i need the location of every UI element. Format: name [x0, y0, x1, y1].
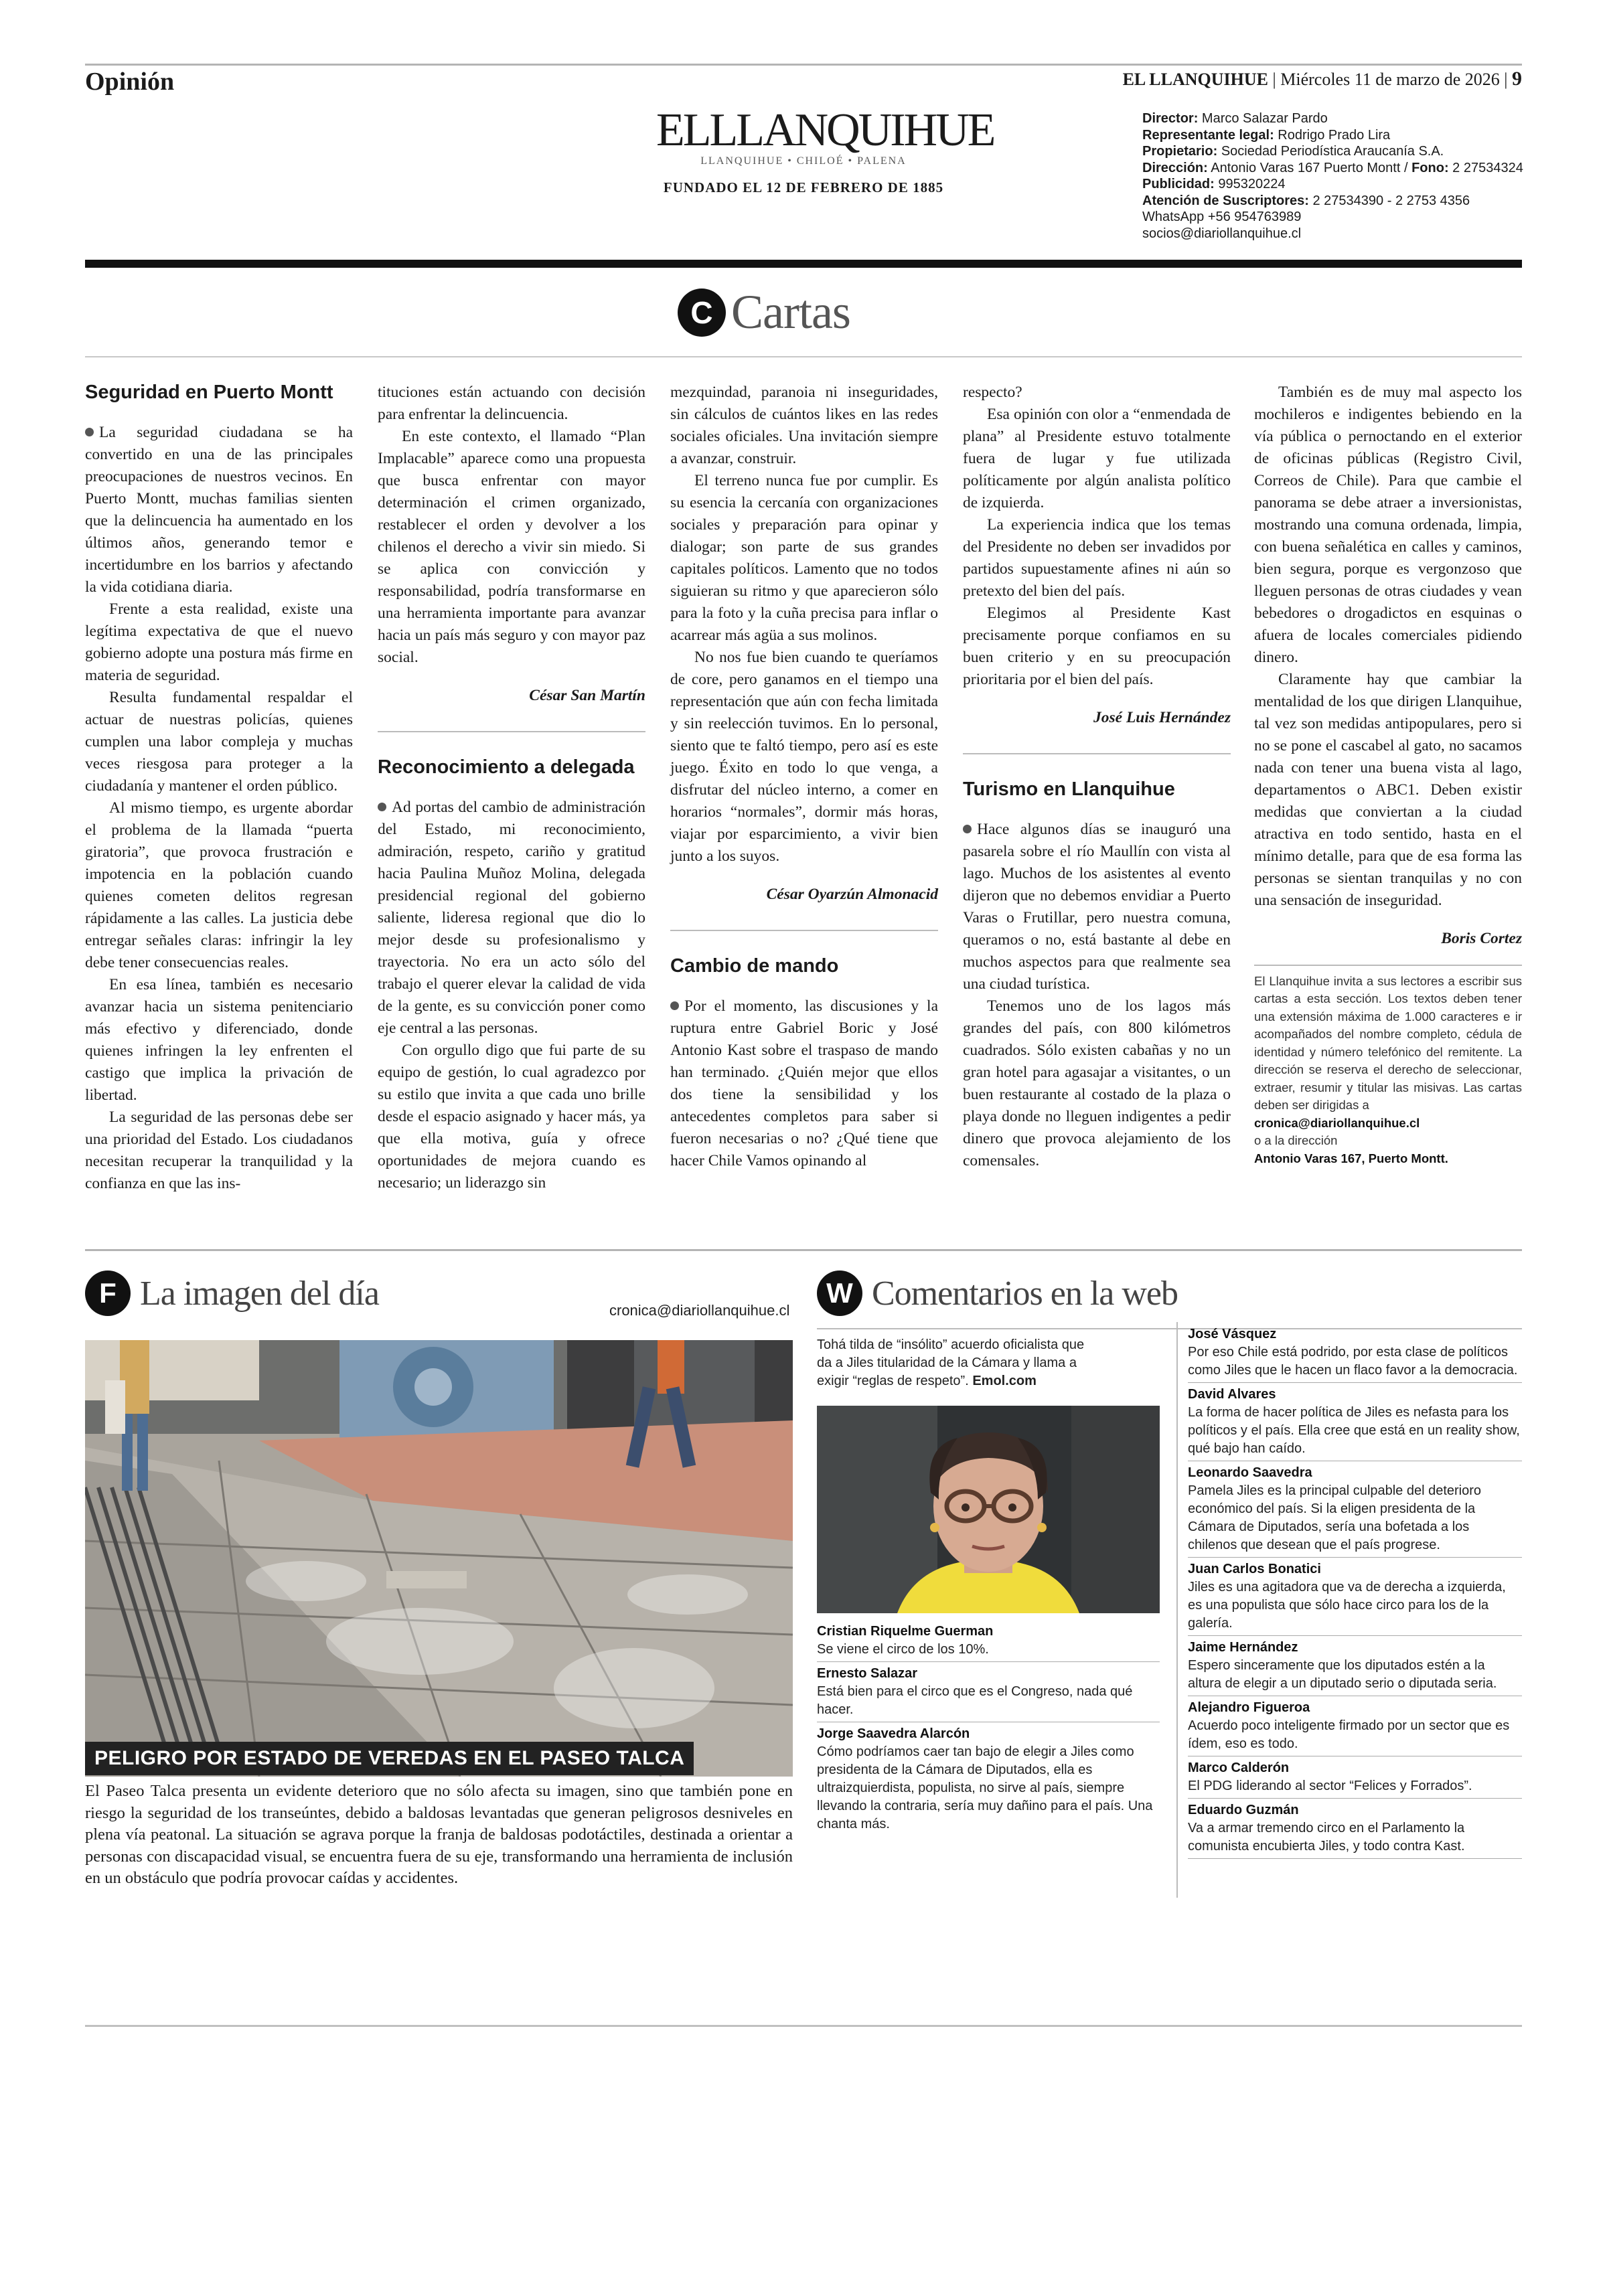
- bullet-icon: [378, 803, 386, 811]
- bullet-icon: [85, 428, 94, 436]
- web-icon: W: [817, 1270, 862, 1316]
- letter-separator: [670, 930, 938, 931]
- masthead-subtitle: LLANQUIHUE • CHILOÉ • PALENA: [700, 155, 907, 167]
- portrait-photo: [817, 1406, 1160, 1613]
- letter-separator: [963, 753, 1231, 754]
- web-source[interactable]: Emol.com: [972, 1374, 1037, 1388]
- letter-heading: Cambio de mando: [670, 955, 839, 977]
- comment: Jorge Saavedra Alarcón Cómo podríamos caer tan bajo de elegir a Jiles como presidenta de la Cámara de Diputados, ella es ultraizquierdista, populista, no sirve al país, siempre llevando la contraria, sería muy dañino para el país. Una chanta más.: [817, 1726, 1153, 1831]
- comment: Juan Carlos Bonatici Jiles es una agitadora que va de derecha a izquierda, es una populista que sólo hace circo para los de la galería.: [1188, 1560, 1522, 1636]
- page-number: 9: [1512, 68, 1522, 90]
- section-title: Opinión: [85, 68, 175, 96]
- submission-email[interactable]: cronica@diariollanquihue.cl: [1254, 1115, 1420, 1130]
- web-header: [817, 1270, 1178, 1316]
- bullet-icon: [963, 825, 972, 833]
- section-rule: [85, 1249, 1522, 1251]
- cartas-header: [678, 284, 850, 340]
- letter-signature: César Oyarzún Almonacid: [766, 886, 938, 903]
- masthead-logo: ELLLANQUIHUE: [656, 104, 994, 156]
- imagen-title: La imagen del día: [140, 1274, 379, 1313]
- comment: Leonardo Saavedra Pamela Jiles es la principal culpable del deterioro económico del país. Si la eligen presidenta de la Cámara de Diputados, sería una bofetada a los chilenos que desean que el país progrese.: [1188, 1464, 1522, 1558]
- cartas-title: Cartas: [731, 285, 850, 339]
- header-date: Miércoles 11 de marzo de 2026: [1280, 70, 1500, 89]
- imagen-header: [85, 1270, 379, 1316]
- top-rule: [85, 64, 1522, 66]
- letter-separator: [1254, 965, 1522, 966]
- letter-column-4: respecto? Esa opinión con olor a “enmendada de plana” al Presidente estuvo totalmente fuera de lugar y fue utilizada políticamente por algún analista político de izquierda. La experiencia indica que los temas del Presidente no deben ser invadidos por partidos supuestamente afines ni aún so pretexto del bien del país. Elegimos al Presidente Kast precisamente porque confiamos en su buen criterio y en su preocupación prioritaria por el bien del país. José Luis Hernández Turismo en Llanquihue Hace algunos días se inauguró una pasarela sobre el río Maullín con vista al lago. Muchos de los asistentes al evento dijeron que no debemos envidiar a Puerto Varas o Frutillar, pero nuestra comuna, queramos o no, está bastante al debe en muchos aspectos para que realmente sea una ciudad turística. Tenemos uno de los lagos más grandes del país, con 800 kilómetros cuadrados. Sólo existen cabañas y no un gran hotel para agasajar a visitantes, o un buen restaurante al costado de la plaza o playa donde no lleguen indigentes a pedir dinero que provoca alejamiento de los comensales.: [963, 384, 1231, 1169]
- letter-signature: José Luis Hernández: [1093, 709, 1231, 726]
- staff-box: Director: Marco Salazar Pardo Representante legal: Rodrigo Prado Lira Propietario: Sociedad Periodística Araucanía S.A. Dirección: Antonio Varas 167 Puerto Montt / Fono: 2 27534324 Publicidad: 995320224 Atención de Suscriptores: 2 27534390 - 2 2753 4356 WhatsApp +56 954763989 socios@diariollanquihue.cl: [1142, 111, 1523, 241]
- imagen-email[interactable]: cronica@diariollanquihue.cl: [609, 1302, 790, 1319]
- photo-caption: PELIGRO POR ESTADO DE VEREDAS EN EL PASEO TALCA: [85, 1742, 694, 1775]
- web-divider: [1176, 1322, 1178, 1898]
- web-comments-right: [1188, 1325, 1522, 1862]
- comment: Cristian Riquelme Guerman Se viene el circo de los 10%.: [817, 1623, 1160, 1662]
- letter-heading: Turismo en Llanquihue: [963, 778, 1175, 800]
- street-photo: [85, 1340, 793, 1777]
- photo-text: El Paseo Talca presenta un evidente deterioro que no sólo afecta su imagen, sino que también pone en riesgo la seguridad de los transeúntes, debido a baldosas levantadas que generan peligrosos desniveles en plena vía peatonal. La situación se agrava porque la franja de baldosas podotáctiles, destinada a orientar a personas con discapacidad visual, se encuentra fuera de su eje, transformando una herramienta de inclusión en un obstáculo que podría provocar caídas y accidentes.: [85, 1782, 793, 1887]
- submission-address: Antonio Varas 167, Puerto Montt.: [1254, 1151, 1448, 1165]
- imagen-icon: F: [85, 1270, 131, 1316]
- comment: Alejandro Figueroa Acuerdo poco inteligente firmado por un sector que es ídem, eso es todo.: [1188, 1699, 1522, 1756]
- letter-column-3: mezquindad, paranoia ni inseguridades, sin cálculos de cuántos likes en las redes sociales oficiales. Una invitación siempre a avanzar, construir. El terreno nunca fue por cumplir. Es su esencia la cercanía con organizaciones sociales y preparación para opinar y dialogar; son parte de sus grandes capitales políticos. Lamento que no todos siguieran su ritmo y que aparecieron sólo para la foto y la cuña precisa para inflar o acarrear más agüa a sus molinos. No nos fue bien cuando te queríamos de core, pero ganamos en el tiempo una representación que aún con fecha limitada y sin reelección tuvimos. En lo personal, siento que te faltó tiempo, pero así es este juego. Éxito en todo lo que venga, a disfrutar del núcleo interno, a comer en horarios “normales”, dormir más horas, viajar por esparcimiento, a vivir bien junto a los suyos. César Oyarzún Almonacid Cambio de mando Por el momento, las discusiones y la ruptura entre Gabriel Boric y José Antonio Kast sobre el traspaso de mando han terminado. ¿Quién mejor que ellos dos tiene la sensibilidad y los antecedentes completos para saber si fueron necesarias o no? ¿Qué tiene que hacer Chile Vamos opinando al: [670, 384, 938, 1169]
- letter-column-5: También es de muy mal aspecto los mochileros e indigentes bebiendo en la vía pública o pernoctando en el exterior de oficinas públicas (Registro Civil, Correos de Chile). Para que cambie el panorama se debe atraer a inversionistas, mostrando una comuna ordenada, limpia, con buena señalética en calles y caminos, bien segura, porque es vergonzoso que lleguen personas de otras ciudades y vean bebedores o drogadictos en esquinas o afuera de locales comerciales pidiendo dinero. Claramente hay que cambiar la mentalidad de los que dirigen Llanquihue, tal vez son medidas antipopulares, pero si no se pone el cascabel al gato, no sacamos nada con tener una buena vista al lago, departamentos o ABC1. Deben existir medidas que conviertan a la ciudad atractiva en todo sentido, hasta en el mínimo detalle, para que de esa forma las personas se sientan tranquilas y no con una sensación de inseguridad. Boris Cortez El Llanquihue invita a sus lectores a escribir sus cartas a esta sección. Los textos deben tener una extensión máxima de 1.000 caracteres e ir acompañados del nombre completo, cédula de identidad y número telefónico del remitente. La dirección se reserva el derecho de seleccionar, extraer, resumir y titular las misivas. Las cartas deben ser dirigidas a cronica@diariollanquihue.cl o a la dirección Antonio Varas 167, Puerto Montt.: [1254, 382, 1522, 1167]
- header-paper: EL LLANQUIHUE: [1122, 70, 1269, 89]
- cartas-rule: [85, 356, 1522, 357]
- letter-heading: Reconocimiento a delegada: [378, 756, 635, 778]
- letter-heading: Seguridad en Puerto Montt: [85, 382, 333, 403]
- comment: Ernesto Salazar Está bien para el circo que es el Congreso, nada qué hacer.: [817, 1665, 1160, 1722]
- letter-separator: [378, 731, 645, 732]
- masthead-rule: [85, 260, 1522, 268]
- letter-signature: Boris Cortez: [1441, 930, 1522, 947]
- comment: José Vásquez Por eso Chile está podrido, por esta clase de políticos como Jiles que le hacen un flaco favor a la democracia.: [1188, 1325, 1522, 1383]
- web-intro: Tohá tilda de “insólito” acuerdo oficialista que da a Jiles titularidad de la Cámara y llama a exigir “reglas de respeto”. Emol.com: [817, 1337, 1085, 1388]
- letter-column-2: tituciones están actuando con decisión para enfrentar la delincuencia. En este contexto, el llamado “Plan Implacable” aparece como una propuesta que busca enfrentar con mayor determinación el crimen organizado, restablecer el orden y devolver a los chilenos el derecho a vivir sin miedo. Si se aplica con convicción y responsabilidad, podría transformarse en una herramienta importante para avanzar hacia un país más seguro y con mayor paz social. César San Martín Reconocimiento a delegada Ad portas del cambio de administración del Estado, mi reconocimiento, admiración, respeto, cariño y gratitud hacia Paulina Muñoz Molina, delegada presidencial regional del gobierno saliente, lideresa regional que dio lo mejor desde su profesionalismo y trayectoria. No era un acto sólo del trabajo el querer elevar la calidad de vida de la gente, es su convicción poner como eje central a las personas. Con orgullo digo que fui parte de su equipo de gestión, lo cual agradezco por su estilo que invita a que cada uno brille desde el espacio asignado y hacer más, ya que ella motiva, guía y ofrece oportunidades de mejora cuando es necesario; un liderazgo sin: [378, 384, 645, 1192]
- comment: Jaime Hernández Espero sinceramente que los diputados estén a la altura de elegir a un diputado serio o diputada seria.: [1188, 1639, 1522, 1696]
- web-comments-left: [817, 1623, 1160, 1839]
- web-title: Comentarios en la web: [872, 1274, 1178, 1313]
- letter-column-1: Seguridad en Puerto Montt La seguridad ciudadana se ha convertido en una de las principales preocupaciones de nuestros vecinos. En Puerto Montt, muchas familias sienten que la delincuencia ha aumentado en los últimos años, generando temor e incertidumbre en los barrios y afectando la vida cotidiana diaria. Frente a esta realidad, existe una legítima expectativa de que el nuevo gobierno adopte una postura más firme en materia de seguridad. Resulta fundamental respaldar el actuar de nuestras policías, quienes cumplen una labor compleja y muchas veces riesgosa para proteger a la ciudadanía y mantener el orden público. Al mismo tiempo, es urgente abordar el problema de la llamada “puerta giratoria”, que provoca frustración e impotencia en la población cuando quienes cometen delitos regresan rápidamente a las calles. La justicia debe entregar señales claras: infringir la ley debe tener consecuencias reales. En esa línea, también es necesario avanzar hacia un sistema penitenciario más efectivo y diferenciado, donde quienes infringen la ley enfrenten el castigo que implica la privación de libertad. La seguridad de las personas debe ser una prioridad del Estado. Los ciudadanos necesitan recuperar la tranquilidad y la confianza en que las ins-: [85, 382, 353, 1192]
- comment: David Alvares La forma de hacer política de Jiles es nefasta para los políticos y el país. Ella cree que está en un reality show, qué bajo han caído.: [1188, 1386, 1522, 1461]
- bottom-rule: [85, 2025, 1522, 2027]
- masthead: [656, 104, 994, 196]
- cartas-icon: C: [678, 289, 726, 337]
- submission-note: El Llanquihue invita a sus lectores a escribir sus cartas a esta sección. Los textos deben tener una extensión máxima de 1.000 caracteres e ir acompañados del nombre completo, cédula de identidad y número telefónico del remitente. La dirección se reserva el derecho de seleccionar, extraer, resumir y titular las misivas. Las cartas deben ser dirigidas a cronica@diariollanquihue.cl o a la dirección Antonio Varas 167, Puerto Montt.: [1254, 973, 1522, 1168]
- masthead-founded: FUNDADO EL 12 DE FEBRERO DE 1885: [663, 179, 944, 195]
- page-header-info: EL LLANQUIHUE | Miércoles 11 de marzo de 2026 | 9: [1122, 68, 1522, 90]
- bullet-icon: [670, 1001, 679, 1010]
- letter-signature: César San Martín: [529, 687, 645, 704]
- comment: Marco Calderón El PDG liderando al sector “Felices y Forrados”.: [1188, 1759, 1522, 1799]
- comment: Eduardo Guzmán Va a armar tremendo circo en el Parlamento la comunista encubierta Jiles, y todo contra Kast.: [1188, 1801, 1522, 1859]
